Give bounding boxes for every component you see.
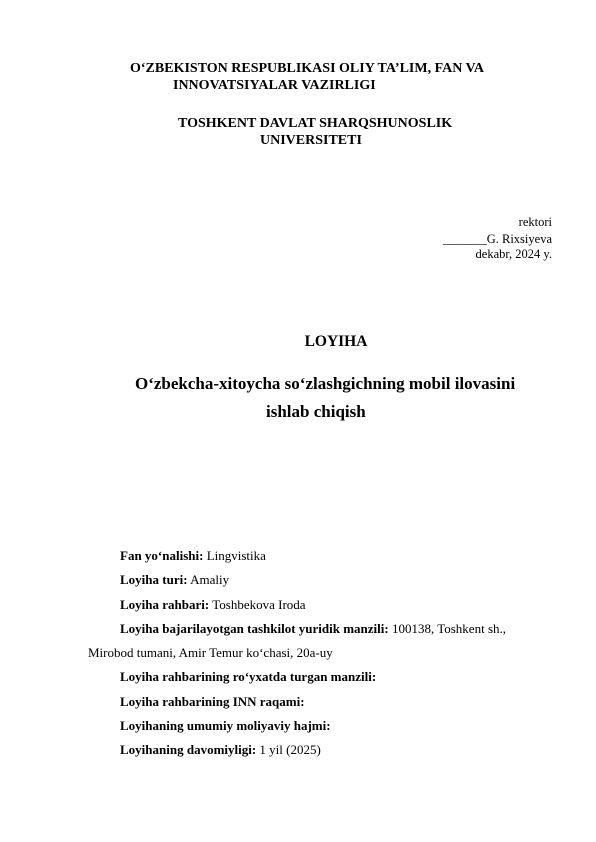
- field-label: Loyiha bajarilayotgan tashkilot yuridik manzili:: [120, 621, 389, 636]
- field-label: Loyiha rahbarining INN raqami:: [120, 694, 305, 709]
- ministry-name-line2: INNOVATSIYALAR VAZIRLIGI: [173, 78, 376, 93]
- field-value: Mirobod tumani, Amir Temur ko‘chasi, 20a-uy: [88, 645, 333, 660]
- field-total-budget: [120, 717, 331, 734]
- field-project-type: [120, 571, 229, 588]
- approval-signature: _______G. Rixsiyeva: [442, 232, 552, 246]
- field-leader-inn: [120, 693, 305, 710]
- field-value: Amaliy: [187, 572, 230, 587]
- field-value: 1 yil (2025): [256, 742, 321, 757]
- field-value: Toshbekova Iroda: [209, 597, 306, 612]
- field-organization-address: [120, 620, 506, 637]
- document-type: LOYIHA: [304, 333, 368, 350]
- approval-date: dekabr, 2024 y.: [475, 247, 552, 261]
- field-leader-registered-address: [120, 668, 376, 685]
- field-label: Loyiha rahbari:: [120, 597, 210, 612]
- field-label: Loyiha turi:: [120, 572, 188, 587]
- field-label: Fan yo‘nalishi:: [120, 548, 204, 563]
- field-label: Loyihaning umumiy moliyaviy hajmi:: [120, 718, 331, 733]
- approval-title: rektori: [518, 215, 552, 229]
- field-subject-area: [120, 547, 266, 564]
- field-organization-address-continued: [88, 644, 333, 661]
- field-value: Lingvistika: [203, 548, 266, 563]
- project-title-line1: O‘zbekcha-xitoycha so‘zlashgichning mobil ilovasini: [135, 374, 516, 393]
- project-title-line2: ishlab chiqish: [266, 402, 366, 421]
- field-label: Loyihaning davomiyligi:: [120, 742, 257, 757]
- university-name-line2: UNIVERSITETI: [260, 133, 362, 148]
- field-duration: [120, 741, 321, 758]
- field-project-leader: [120, 596, 306, 613]
- field-label: Loyiha rahbarining ro‘yxatda turgan manzili:: [120, 669, 377, 684]
- ministry-name-line1: O‘ZBEKISTON RESPUBLIKASI OLIY TA’LIM, FAN VA: [130, 61, 484, 76]
- field-value: 100138, Toshkent sh.,: [388, 621, 507, 636]
- university-name-line1: TOSHKENT DAVLAT SHARQSHUNOSLIK: [178, 116, 453, 131]
